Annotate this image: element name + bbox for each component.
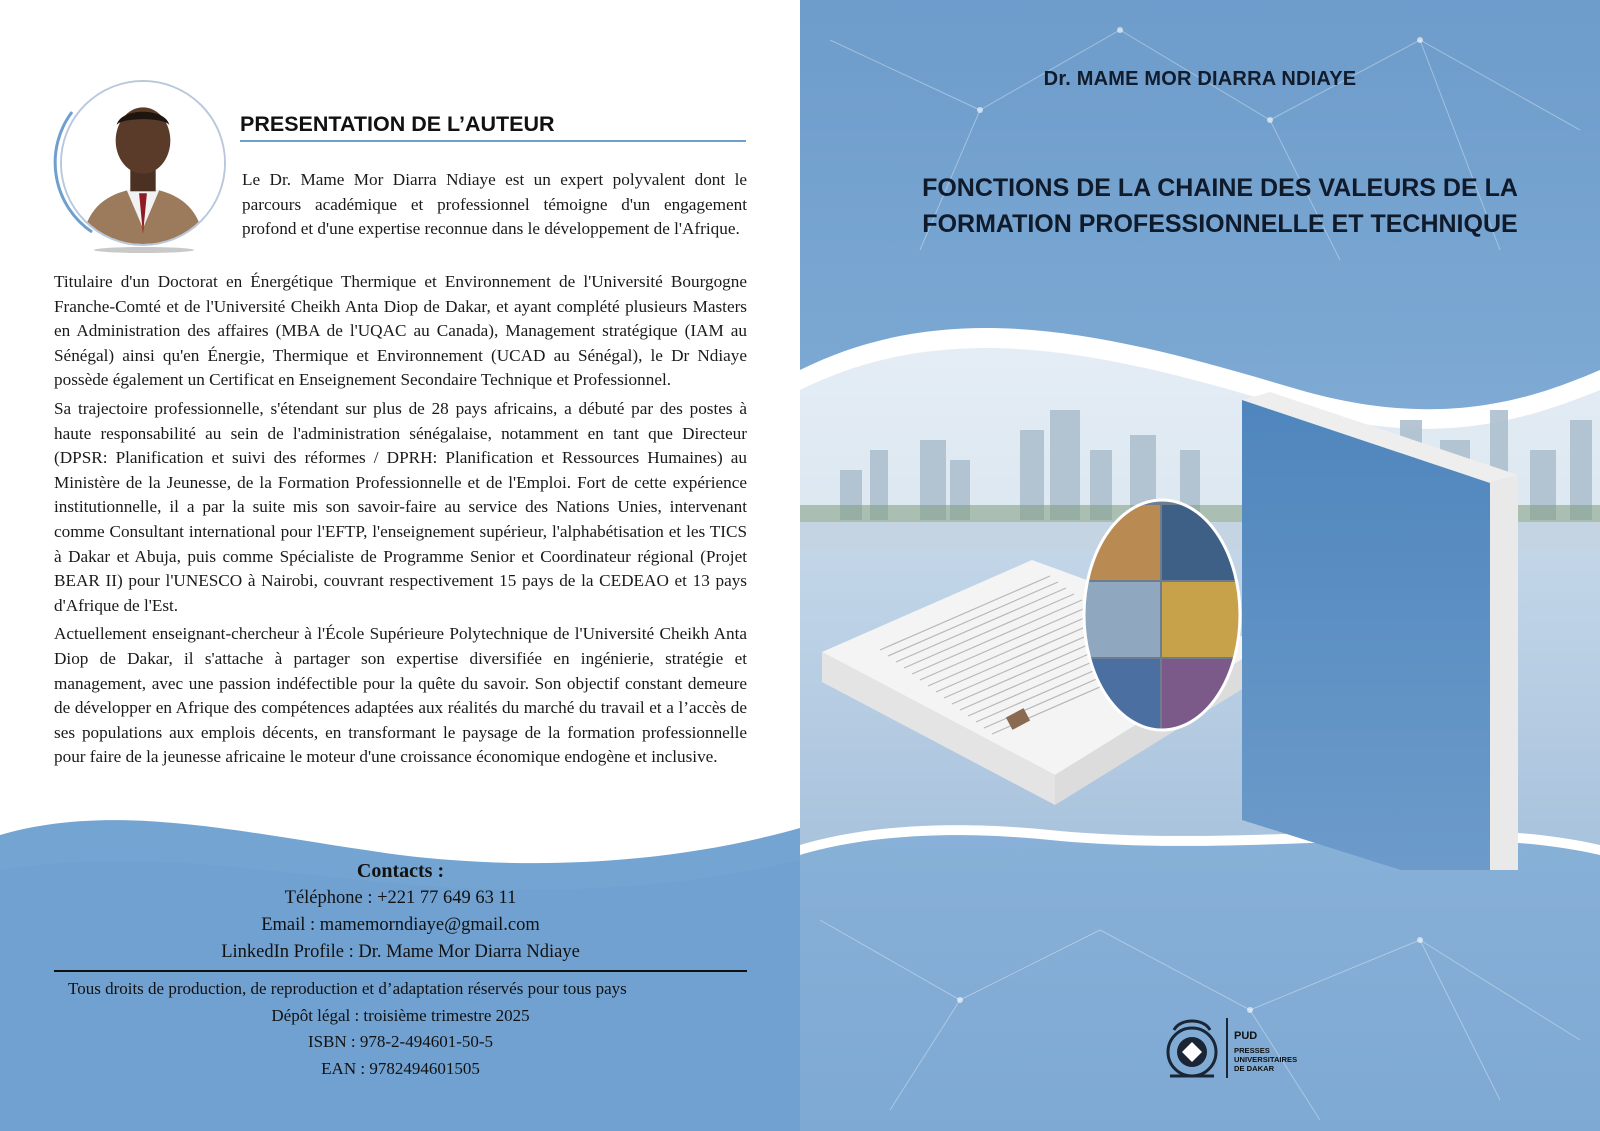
contact-email: Email : mamemorndiaye@gmail.com bbox=[261, 915, 540, 935]
front-title-line-2: FORMATION PROFESSIONNELLE ET TECHNIQUE bbox=[922, 210, 1518, 238]
publisher-name-line-3: DE DAKAR bbox=[1234, 1064, 1275, 1073]
author-portrait bbox=[60, 80, 226, 246]
contacts-divider bbox=[54, 970, 747, 972]
contact-linkedin: LinkedIn Profile : Dr. Mame Mor Diarra Ndiaye bbox=[221, 942, 580, 962]
publisher-acronym: PUD bbox=[1234, 1030, 1258, 1042]
publisher-full-name bbox=[1234, 1046, 1324, 1073]
bio-paragraph-career: Sa trajectoire professionnelle, s'étendant sur plus de 28 pays africains, a débuté par des postes à haute responsabilité au sein de l'administration sénégalaise, notamment en tant que Directeur (DPSR: Planification et suivi des réformes / DPRH: Planification et Ressources Humaines) au Ministère de la Jeunesse, de la Formation Professionnelle et de l'Emploi. Fort de cette expérience institutionnelle, il a par la suite mis son savoir-faire au service des Nations Unies, intervenant comme Consultant international pour l'EFTP, l'enseignement supérieur, l'alphabétisation et les TICS à Dakar et Abuja, puis comme Spécialiste de Programme Senior et Coordinateur régional (Projet BEAR II) pour l'UNESCO à Nairobi, couvrant respectivement 15 pays de la CEDEAO et 13 pays d'Afrique de l'Est. bbox=[54, 398, 747, 615]
logo-divider bbox=[1226, 1018, 1228, 1078]
front-cover bbox=[800, 0, 1600, 1131]
contacts-title: Contacts : bbox=[356, 860, 445, 882]
legal-isbn: ISBN : 978-2-494601-50-5 bbox=[307, 1032, 494, 1051]
legal-rights: Tous droits de production, de reproduction et d’adaptation réservés pour tous pays bbox=[68, 979, 627, 998]
legal-block bbox=[54, 976, 747, 1082]
bio-paragraph-education: Titulaire d'un Doctorat en Énergétique Thermique et Environnement de l'Université Bourgogne Franche-Comté et de l'Université Cheikh Anta Diop de Dakar, et ayant complété plusieurs Masters en Administration des affaires (MBA de l'UQAC au Canada), Management stratégique (IAM au Sénégal) ainsi qu'en Énergie, Thermique et Environnement (UCAD au Sénégal), le Dr Ndiaye possède également un Certificat en Enseignement Secondaire Technique et Professionnel. bbox=[54, 272, 747, 390]
bio-intro-paragraph: Le Dr. Mame Mor Diarra Ndiaye est un expert polyvalent dont le parcours académique et professionnel témoigne d'un engagement profond et d'une expertise reconnue dans le développement de l'Afrique. bbox=[242, 170, 747, 239]
front-book-title bbox=[860, 170, 1580, 242]
front-author-name: Dr. MAME MOR DIARRA NDIAYE bbox=[1043, 68, 1357, 90]
publisher-logo bbox=[1160, 1012, 1320, 1084]
front-title-line-1: FONCTIONS DE LA CHAINE DES VALEURS DE LA bbox=[922, 174, 1518, 202]
pud-emblem-icon bbox=[1160, 1012, 1224, 1084]
contact-phone: Téléphone : +221 77 649 63 11 bbox=[284, 888, 517, 908]
publisher-name-line-1: PRESSES bbox=[1234, 1046, 1270, 1055]
bio-body bbox=[54, 270, 747, 774]
legal-deposit: Dépôt légal : troisième trimestre 2025 bbox=[271, 1005, 530, 1025]
bio-paragraph-current: Actuellement enseignant-chercheur à l'École Supérieure Polytechnique de l'Université Cheikh Anta Diop de Dakar, il s'attache à partager son expertise diversifiée en ingénierie, stratégie et management, avec une passion indéfectible pour la quête du savoir. Son objectif constant demeure de développer en Afrique des compétences adaptées aux réalités du marché du travail et a l’accès de ses populations aux emplois décents, en transformant le paysage de la formation professionnelle pour faire de la jeunesse africaine le moteur d'une croissance économique endogène et inclusive. bbox=[54, 624, 747, 767]
author-presentation-heading: PRESENTATION DE L’AUTEUR bbox=[240, 112, 746, 142]
book-mockup-scene bbox=[800, 300, 1600, 870]
publisher-name-line-2: UNIVERSITAIRES bbox=[1234, 1055, 1298, 1064]
legal-ean: EAN : 9782494601505 bbox=[321, 1058, 480, 1078]
contacts-block bbox=[54, 858, 747, 966]
